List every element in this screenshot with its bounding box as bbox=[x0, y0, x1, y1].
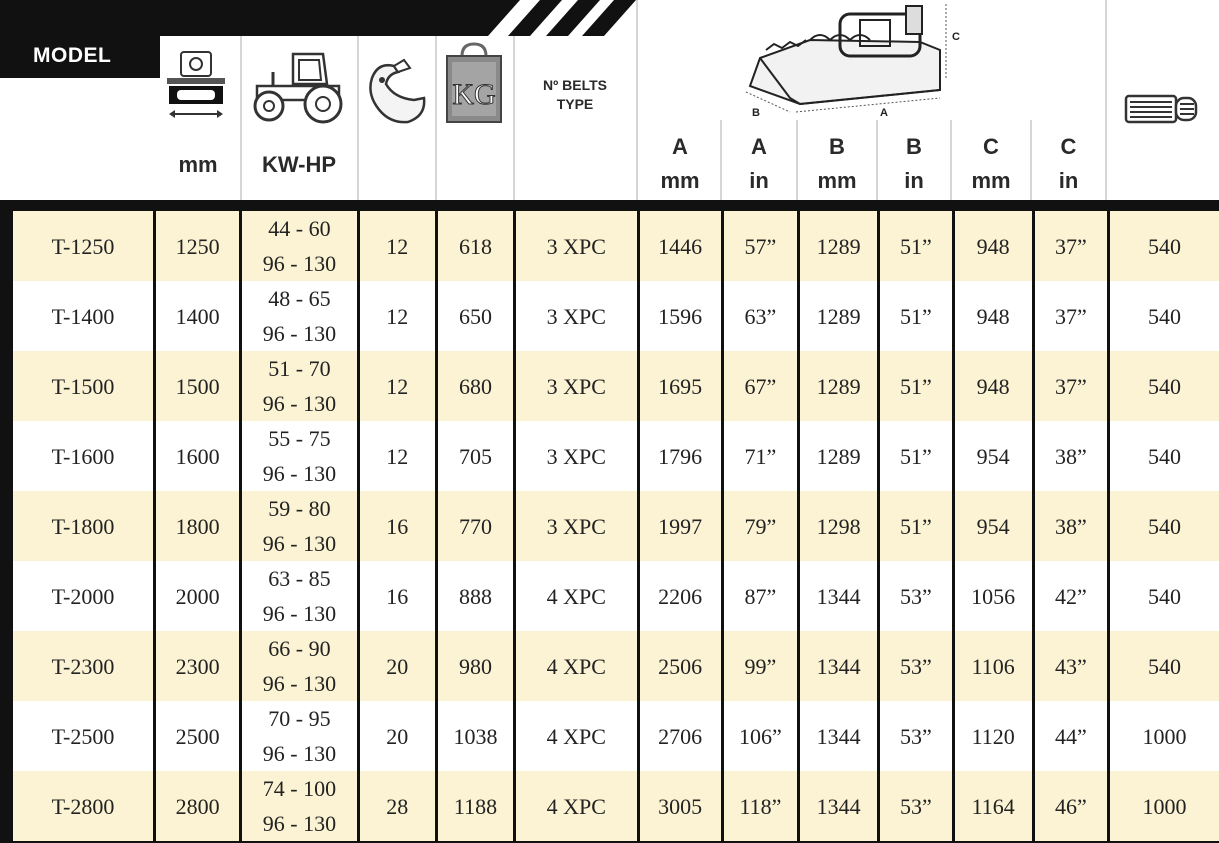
table-row bbox=[13, 631, 1219, 701]
b-in-cell: 53” bbox=[879, 771, 953, 841]
dim-col-header bbox=[722, 130, 796, 198]
dim-col-unit: mm bbox=[817, 168, 857, 193]
weight-cell: 1038 bbox=[436, 701, 514, 771]
a-mm-cell: 2206 bbox=[638, 561, 722, 631]
power-cell bbox=[241, 561, 358, 631]
c-in-cell: 37” bbox=[1033, 281, 1108, 351]
hp-value: 96 - 130 bbox=[262, 741, 337, 766]
power-cell bbox=[241, 701, 358, 771]
c-mm-cell: 1106 bbox=[953, 631, 1033, 701]
table-row bbox=[13, 771, 1219, 841]
hp-value: 96 - 130 bbox=[262, 531, 337, 556]
pto-cell: 540 bbox=[1109, 281, 1219, 351]
width-cell: 1250 bbox=[154, 211, 240, 281]
dim-col-unit: mm bbox=[660, 168, 700, 193]
weight-kg-icon bbox=[444, 42, 504, 124]
b-mm-cell: 1298 bbox=[799, 491, 879, 561]
kw-value: 48 - 65 bbox=[268, 286, 331, 311]
b-mm-cell: 1289 bbox=[799, 351, 879, 421]
table-row bbox=[13, 351, 1219, 421]
power-unit-label: KW-HP bbox=[261, 152, 337, 177]
power-cell bbox=[241, 491, 358, 561]
pto-cell: 540 bbox=[1109, 211, 1219, 281]
hp-value: 96 - 130 bbox=[262, 391, 337, 416]
pto-cell: 540 bbox=[1109, 491, 1219, 561]
b-in-cell: 51” bbox=[879, 351, 953, 421]
dim-col-letter: C bbox=[1060, 134, 1077, 159]
c-mm-cell: 1164 bbox=[953, 771, 1033, 841]
pto-cell: 540 bbox=[1109, 631, 1219, 701]
specs-table bbox=[13, 211, 1219, 841]
power-cell bbox=[241, 351, 358, 421]
table-header bbox=[0, 0, 1219, 200]
model-cell: T-1500 bbox=[13, 351, 154, 421]
table-row bbox=[13, 281, 1219, 351]
belts-cell: 3 XPC bbox=[515, 211, 638, 281]
blade-icon bbox=[364, 58, 430, 128]
b-in-cell: 51” bbox=[879, 491, 953, 561]
header-divider bbox=[513, 36, 515, 204]
c-mm-cell: 948 bbox=[953, 351, 1033, 421]
width-unit-label: mm bbox=[178, 152, 218, 177]
model-cell: T-1600 bbox=[13, 421, 154, 491]
b-mm-cell: 1344 bbox=[799, 701, 879, 771]
model-cell: T-2800 bbox=[13, 771, 154, 841]
header-divider bbox=[636, 0, 638, 204]
dim-col-header bbox=[952, 130, 1030, 198]
kw-value: 55 - 75 bbox=[268, 426, 331, 451]
dim-col-header bbox=[1032, 130, 1105, 198]
dim-col-letter: A bbox=[751, 134, 767, 159]
c-in-cell: 37” bbox=[1033, 351, 1108, 421]
diagram-label-b: B bbox=[752, 107, 760, 119]
weight-cell: 980 bbox=[436, 631, 514, 701]
a-in-cell: 71” bbox=[722, 421, 798, 491]
weight-cell: 888 bbox=[436, 561, 514, 631]
header-divider bbox=[435, 36, 437, 204]
kw-value: 74 - 100 bbox=[262, 776, 337, 801]
hp-value: 96 - 130 bbox=[262, 461, 337, 486]
b-mm-cell: 1289 bbox=[799, 281, 879, 351]
knives-cell: 20 bbox=[358, 631, 436, 701]
a-mm-cell: 2706 bbox=[638, 701, 722, 771]
power-cell bbox=[241, 771, 358, 841]
pto-cell: 1000 bbox=[1109, 771, 1219, 841]
working-width-icon bbox=[163, 50, 229, 122]
kw-value: 51 - 70 bbox=[268, 356, 331, 381]
pto-cell: 540 bbox=[1109, 561, 1219, 631]
a-mm-cell: 3005 bbox=[638, 771, 722, 841]
model-cell: T-2500 bbox=[13, 701, 154, 771]
b-mm-cell: 1344 bbox=[799, 771, 879, 841]
knives-cell: 16 bbox=[358, 491, 436, 561]
dim-col-header bbox=[798, 130, 876, 198]
a-in-cell: 106” bbox=[722, 701, 798, 771]
kw-value: 59 - 80 bbox=[268, 496, 331, 521]
knives-cell: 28 bbox=[358, 771, 436, 841]
a-mm-cell: 2506 bbox=[638, 631, 722, 701]
c-in-cell: 42” bbox=[1033, 561, 1108, 631]
b-in-cell: 53” bbox=[879, 561, 953, 631]
pto-cell: 540 bbox=[1109, 421, 1219, 491]
kw-value: 70 - 95 bbox=[268, 706, 331, 731]
belts-cell: 3 XPC bbox=[515, 421, 638, 491]
dim-col-header bbox=[640, 130, 720, 198]
diagram-label-c: C bbox=[952, 31, 960, 43]
knives-cell: 20 bbox=[358, 701, 436, 771]
kg-text: KG bbox=[452, 78, 496, 111]
header-divider bbox=[357, 36, 359, 204]
c-mm-cell: 954 bbox=[953, 491, 1033, 561]
width-cell: 2500 bbox=[154, 701, 240, 771]
knives-cell: 16 bbox=[358, 561, 436, 631]
weight-cell: 1188 bbox=[436, 771, 514, 841]
table-row bbox=[13, 211, 1219, 281]
hp-value: 96 - 130 bbox=[262, 601, 337, 626]
table-row bbox=[13, 561, 1219, 631]
b-mm-cell: 1344 bbox=[799, 561, 879, 631]
pto-shaft-icon bbox=[1124, 92, 1200, 126]
dim-col-unit: in bbox=[1058, 168, 1079, 193]
model-cell: T-1250 bbox=[13, 211, 154, 281]
weight-cell: 770 bbox=[436, 491, 514, 561]
dim-col-unit: in bbox=[904, 168, 924, 193]
dim-col-letter: B bbox=[829, 134, 845, 159]
c-in-cell: 37” bbox=[1033, 211, 1108, 281]
power-cell bbox=[241, 281, 358, 351]
b-in-cell: 51” bbox=[879, 211, 953, 281]
a-in-cell: 87” bbox=[722, 561, 798, 631]
belts-cell: 3 XPC bbox=[515, 491, 638, 561]
tractor-icon bbox=[249, 48, 347, 124]
belts-cell: 4 XPC bbox=[515, 561, 638, 631]
header-divider bbox=[1105, 0, 1107, 204]
a-in-cell: 63” bbox=[722, 281, 798, 351]
belts-cell: 4 XPC bbox=[515, 771, 638, 841]
a-mm-cell: 1596 bbox=[638, 281, 722, 351]
belts-cell: 4 XPC bbox=[515, 631, 638, 701]
belts-label-line1: Nº BELTS bbox=[543, 77, 607, 93]
b-mm-cell: 1289 bbox=[799, 421, 879, 491]
width-cell: 1400 bbox=[154, 281, 240, 351]
table-row bbox=[13, 421, 1219, 491]
a-in-cell: 67” bbox=[722, 351, 798, 421]
a-in-cell: 57” bbox=[722, 211, 798, 281]
knives-cell: 12 bbox=[358, 211, 436, 281]
b-in-cell: 51” bbox=[879, 281, 953, 351]
a-mm-cell: 1446 bbox=[638, 211, 722, 281]
model-label: MODEL bbox=[33, 44, 112, 67]
kw-value: 63 - 85 bbox=[268, 566, 331, 591]
dim-col-letter: B bbox=[906, 134, 922, 159]
c-in-cell: 44” bbox=[1033, 701, 1108, 771]
b-mm-cell: 1289 bbox=[799, 211, 879, 281]
diagram-label-a: A bbox=[880, 107, 888, 119]
kw-value: 44 - 60 bbox=[268, 216, 331, 241]
hp-value: 96 - 130 bbox=[262, 321, 337, 346]
a-mm-cell: 1695 bbox=[638, 351, 722, 421]
width-cell: 2800 bbox=[154, 771, 240, 841]
hp-value: 96 - 130 bbox=[262, 671, 337, 696]
hp-value: 96 - 130 bbox=[262, 251, 337, 276]
knives-cell: 12 bbox=[358, 351, 436, 421]
weight-cell: 705 bbox=[436, 421, 514, 491]
dim-col-unit: mm bbox=[971, 168, 1011, 193]
c-in-cell: 43” bbox=[1033, 631, 1108, 701]
weight-cell: 650 bbox=[436, 281, 514, 351]
belts-cell: 3 XPC bbox=[515, 351, 638, 421]
weight-cell: 618 bbox=[436, 211, 514, 281]
dim-col-header bbox=[878, 130, 950, 198]
c-mm-cell: 948 bbox=[953, 281, 1033, 351]
c-mm-cell: 1056 bbox=[953, 561, 1033, 631]
a-in-cell: 118” bbox=[722, 771, 798, 841]
width-cell: 1500 bbox=[154, 351, 240, 421]
weight-cell: 680 bbox=[436, 351, 514, 421]
dim-col-letter: C bbox=[983, 134, 999, 159]
table-row bbox=[13, 701, 1219, 771]
knives-cell: 12 bbox=[358, 281, 436, 351]
kw-value: 66 - 90 bbox=[268, 636, 331, 661]
model-cell: T-1800 bbox=[13, 491, 154, 561]
b-in-cell: 53” bbox=[879, 631, 953, 701]
a-in-cell: 99” bbox=[722, 631, 798, 701]
pto-cell: 540 bbox=[1109, 351, 1219, 421]
c-in-cell: 38” bbox=[1033, 421, 1108, 491]
b-mm-cell: 1344 bbox=[799, 631, 879, 701]
hp-value: 96 - 130 bbox=[262, 811, 337, 836]
model-cell: T-1400 bbox=[13, 281, 154, 351]
header-divider bbox=[240, 36, 242, 204]
c-in-cell: 38” bbox=[1033, 491, 1108, 561]
a-mm-cell: 1796 bbox=[638, 421, 722, 491]
c-mm-cell: 1120 bbox=[953, 701, 1033, 771]
width-cell: 1600 bbox=[154, 421, 240, 491]
power-cell bbox=[241, 631, 358, 701]
width-cell: 2300 bbox=[154, 631, 240, 701]
dim-col-unit: in bbox=[749, 168, 769, 193]
b-in-cell: 51” bbox=[879, 421, 953, 491]
knives-cell: 12 bbox=[358, 421, 436, 491]
c-mm-cell: 948 bbox=[953, 211, 1033, 281]
power-cell bbox=[241, 421, 358, 491]
belts-cell: 3 XPC bbox=[515, 281, 638, 351]
dim-col-letter: A bbox=[672, 134, 688, 159]
b-in-cell: 53” bbox=[879, 701, 953, 771]
a-in-cell: 79” bbox=[722, 491, 798, 561]
pto-cell: 1000 bbox=[1109, 701, 1219, 771]
c-mm-cell: 954 bbox=[953, 421, 1033, 491]
belts-cell: 4 XPC bbox=[515, 701, 638, 771]
c-in-cell: 46” bbox=[1033, 771, 1108, 841]
width-cell: 1800 bbox=[154, 491, 240, 561]
model-cell: T-2300 bbox=[13, 631, 154, 701]
model-cell: T-2000 bbox=[13, 561, 154, 631]
a-mm-cell: 1997 bbox=[638, 491, 722, 561]
belts-label-line2: TYPE bbox=[556, 96, 594, 112]
width-cell: 2000 bbox=[154, 561, 240, 631]
power-cell bbox=[241, 211, 358, 281]
belts-type-label bbox=[516, 76, 634, 114]
table-row bbox=[13, 491, 1219, 561]
mulcher-dimension-diagram bbox=[730, 0, 970, 122]
